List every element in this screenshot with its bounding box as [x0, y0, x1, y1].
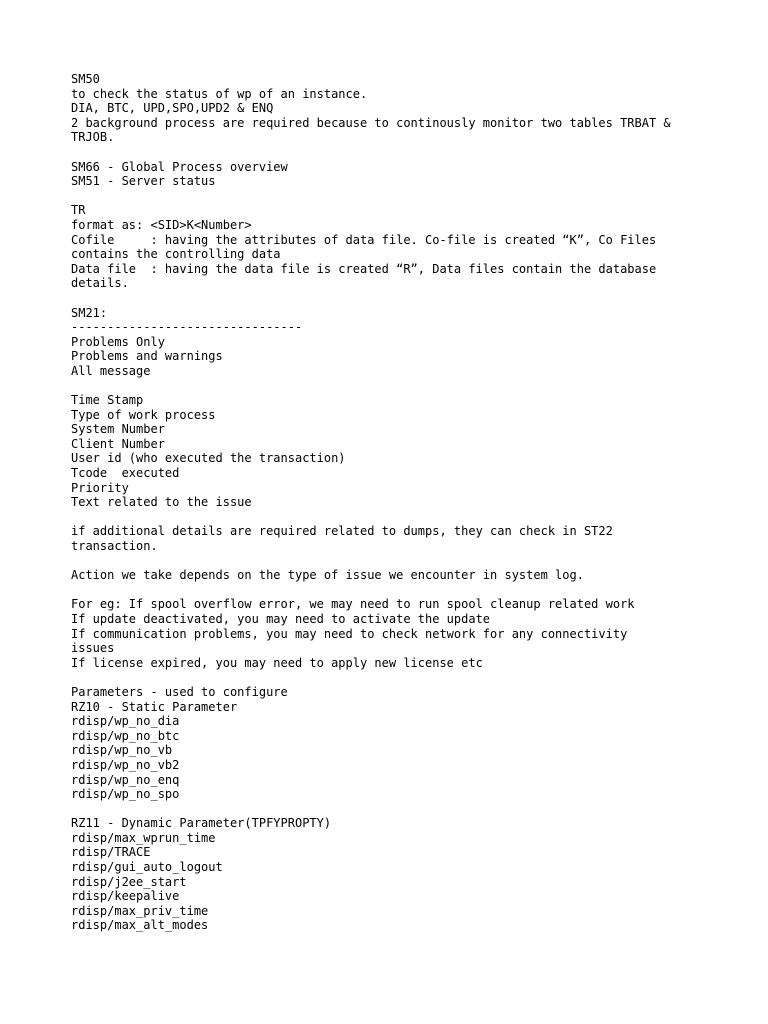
text-line: If communication problems, you may need to check network for any connectivity — [71, 626, 628, 641]
text-line — [71, 291, 711, 306]
text-line: rdisp/wp_no_dia — [71, 714, 180, 729]
text-line: For eg: If spool overflow error, we may need to run spool cleanup related work — [71, 597, 635, 612]
text-line: User id (who executed the transaction) — [71, 451, 346, 466]
text-line — [71, 554, 711, 569]
text-line: details. — [71, 276, 129, 291]
text-line: SM51 - Server status — [71, 174, 216, 189]
text-line: rdisp/wp_no_vb2 — [71, 757, 180, 772]
text-line: SM21: — [71, 305, 108, 320]
text-line: RZ10 - Static Parameter — [71, 699, 238, 714]
text-line: TR — [71, 203, 86, 218]
text-line: rdisp/wp_no_vb — [71, 743, 173, 758]
text-line: rdisp/max_alt_modes — [71, 918, 209, 933]
text-line: Type of work process — [71, 407, 216, 422]
text-line: transaction. — [71, 539, 158, 553]
text-line: issues — [71, 641, 115, 656]
text-line — [71, 145, 711, 160]
text-line: Action we take depends on the type of issue we encounter in system log. — [71, 568, 584, 583]
text-line: Cofile : having the attributes of data file. Co-file is created “K”, Co Files — [71, 232, 657, 247]
text-line: RZ11 - Dynamic Parameter(TPFYPROPTY) — [71, 816, 332, 831]
text-line: 2 background process are required because to continously monitor two tables TRBAT & — [71, 115, 671, 130]
text-line — [71, 670, 711, 685]
text-line: if additional details are required related to dumps, they can check in ST22 — [71, 524, 613, 539]
text-line: to check the status of wp of an instance. — [71, 86, 368, 101]
text-line: SM50 — [71, 72, 100, 86]
text-line: format as: <SID>K<Number> — [71, 217, 252, 232]
text-line — [71, 378, 711, 393]
text-line — [71, 583, 711, 598]
text-line: Client Number — [71, 436, 165, 451]
text-line: SM66 - Global Process overview — [71, 159, 288, 174]
text-line: Priority — [71, 480, 129, 495]
text-line: DIA, BTC, UPD,SPO,UPD2 & ENQ — [71, 101, 274, 116]
text-line: rdisp/max_priv_time — [71, 903, 209, 918]
text-line: rdisp/j2ee_start — [71, 874, 187, 889]
text-line: Parameters - used to configure — [71, 684, 288, 699]
text-line: System Number — [71, 422, 165, 437]
text-line — [71, 510, 711, 525]
text-line: Problems and warnings — [71, 349, 223, 364]
text-line: contains the controlling data — [71, 247, 281, 262]
text-line: All message — [71, 363, 151, 378]
text-line: Problems Only — [71, 334, 165, 349]
text-line: Data file : having the data file is created “R”, Data files contain the database — [71, 261, 657, 276]
text-line: rdisp/keepalive — [71, 889, 180, 904]
document-body — [71, 72, 711, 933]
text-line: rdisp/wp_no_spo — [71, 787, 180, 802]
text-line: rdisp/wp_no_enq — [71, 772, 180, 787]
text-line: rdisp/gui_auto_logout — [71, 860, 223, 875]
text-line: Text related to the issue — [71, 495, 252, 510]
text-line — [71, 802, 711, 817]
text-line: If update deactivated, you may need to activate the update — [71, 611, 491, 626]
text-line: TRJOB. — [71, 130, 115, 145]
text-line — [71, 189, 711, 204]
text-line: If license expired, you may need to apply new license etc — [71, 655, 483, 670]
text-line: Time Stamp — [71, 393, 144, 408]
text-line: rdisp/TRACE — [71, 845, 151, 860]
text-line: rdisp/max_wprun_time — [71, 830, 216, 845]
text-line: Tcode executed — [71, 466, 180, 481]
text-line: rdisp/wp_no_btc — [71, 728, 180, 743]
text-line: -------------------------------- — [71, 320, 303, 335]
